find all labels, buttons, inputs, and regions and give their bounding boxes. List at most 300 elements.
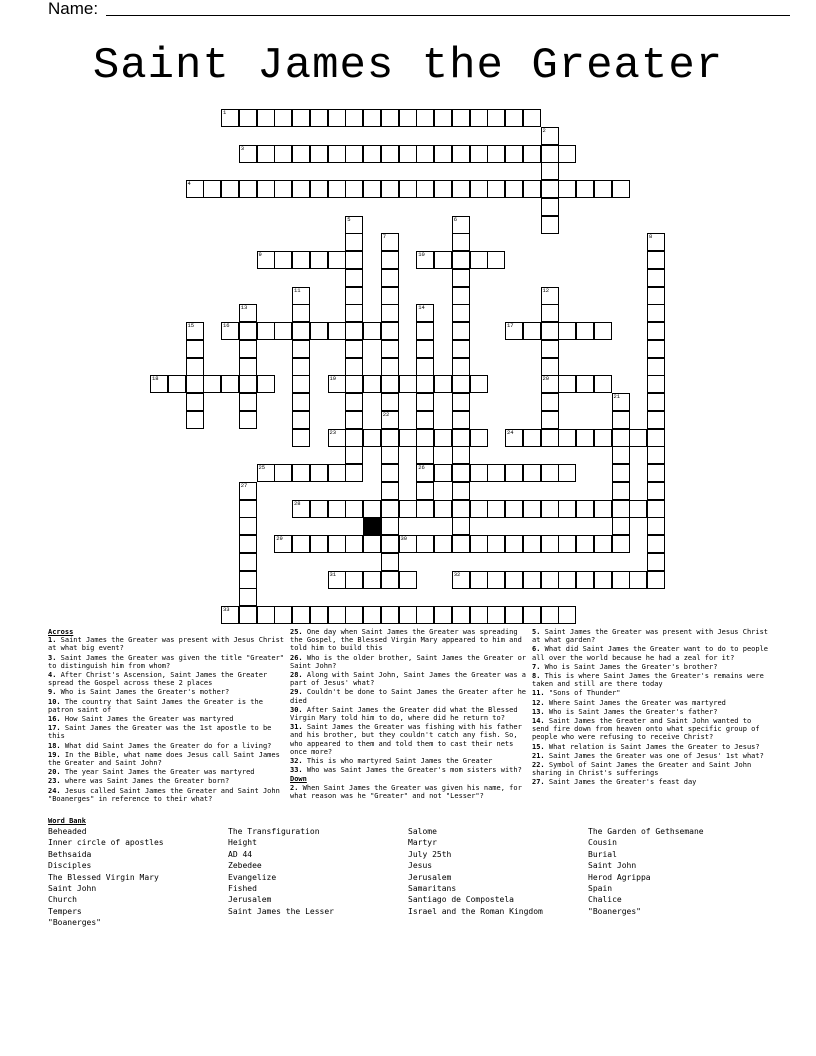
crossword-cell[interactable] [647,429,665,447]
crossword-cell[interactable] [434,429,452,447]
crossword-cell[interactable] [470,535,488,553]
crossword-cell[interactable] [363,429,381,447]
crossword-cell[interactable] [239,553,257,571]
crossword-cell[interactable] [274,251,292,269]
crossword-cell[interactable] [416,145,434,163]
crossword-cell[interactable] [292,109,310,127]
crossword-cell[interactable] [328,145,346,163]
crossword-cell[interactable] [470,180,488,198]
crossword-cell[interactable] [416,606,434,624]
crossword-cell[interactable] [345,411,363,429]
crossword-cell[interactable] [345,233,363,251]
crossword-cell[interactable] [292,358,310,376]
crossword-cell[interactable] [345,304,363,322]
crossword-cell[interactable] [434,606,452,624]
crossword-cell[interactable] [452,251,470,269]
crossword-cell[interactable] [363,180,381,198]
crossword-cell[interactable] [558,429,576,447]
crossword-cell[interactable] [505,464,523,482]
crossword-cell[interactable] [310,535,328,553]
crossword-cell[interactable] [328,500,346,518]
crossword-cell[interactable] [257,375,275,393]
crossword-cell[interactable] [310,180,328,198]
crossword-cell[interactable] [363,606,381,624]
crossword-cell[interactable] [274,606,292,624]
crossword-cell[interactable] [381,553,399,571]
crossword-cell[interactable] [541,340,559,358]
crossword-cell[interactable] [434,500,452,518]
crossword-cell[interactable] [612,429,630,447]
crossword-cell[interactable] [452,340,470,358]
crossword-cell[interactable] [328,180,346,198]
crossword-cell[interactable] [452,375,470,393]
crossword-cell[interactable] [416,393,434,411]
crossword-cell[interactable] [345,446,363,464]
crossword-cell[interactable] [239,358,257,376]
crossword-cell[interactable] [345,358,363,376]
crossword-cell[interactable] [363,145,381,163]
crossword-cell[interactable] [345,500,363,518]
clue-text: Saint James the Greater and Saint John wanted to send fire down from heaven onto what specific group of people who were refusing to receive Christ? [532,717,760,742]
crossword-cell[interactable] [381,393,399,411]
crossword-cell[interactable] [505,535,523,553]
crossword-cell[interactable] [541,162,559,180]
crossword-cell[interactable] [576,500,594,518]
crossword-cell[interactable] [647,553,665,571]
crossword-cell[interactable] [647,375,665,393]
crossword-cell[interactable] [434,464,452,482]
crossword-cell[interactable] [541,411,559,429]
crossword-cell[interactable] [381,429,399,447]
crossword-cell[interactable] [239,322,257,340]
crossword-cell[interactable] [523,180,541,198]
crossword-cell[interactable] [647,517,665,535]
crossword-cell[interactable] [399,180,417,198]
crossword-cell[interactable] [434,180,452,198]
crossword-cell[interactable] [452,464,470,482]
crossword-cell[interactable] [452,322,470,340]
crossword-cell[interactable] [629,571,647,589]
crossword-cell[interactable] [541,358,559,376]
crossword-cell[interactable] [310,464,328,482]
crossword-cell[interactable] [381,109,399,127]
crossword-cell[interactable] [363,109,381,127]
crossword-cell[interactable] [541,429,559,447]
crossword-cell[interactable] [647,393,665,411]
crossword-cell[interactable] [399,500,417,518]
crossword-cell[interactable] [381,251,399,269]
crossword-cell[interactable] [612,446,630,464]
crossword-cell[interactable] [576,322,594,340]
crossword-cell[interactable] [647,269,665,287]
crossword-cell[interactable] [487,251,505,269]
crossword-cell[interactable] [576,429,594,447]
crossword-cell[interactable] [487,180,505,198]
crossword-cell[interactable] [558,180,576,198]
crossword-cell[interactable] [505,145,523,163]
crossword-cell[interactable] [186,340,204,358]
crossword-cell[interactable] [381,517,399,535]
crossword-cell[interactable] [292,145,310,163]
crossword-cell[interactable] [328,606,346,624]
crossword-cell[interactable] [274,180,292,198]
crossword-cell[interactable] [257,109,275,127]
crossword-cell[interactable] [434,251,452,269]
crossword-cell[interactable] [399,606,417,624]
crossword-cell[interactable] [186,358,204,376]
crossword-cell[interactable] [257,322,275,340]
crossword-cell[interactable] [345,535,363,553]
crossword-cell[interactable] [257,606,275,624]
crossword-cell[interactable] [328,535,346,553]
crossword-cell[interactable] [310,606,328,624]
crossword-cell[interactable] [452,180,470,198]
crossword-cell[interactable] [239,411,257,429]
crossword-cell[interactable] [239,393,257,411]
crossword-cell[interactable] [310,145,328,163]
crossword-cell[interactable] [292,411,310,429]
crossword-cell[interactable] [612,180,630,198]
crossword-cell[interactable] [612,571,630,589]
crossword-cell[interactable] [523,571,541,589]
crossword-cell[interactable] [647,411,665,429]
crossword-cell[interactable] [647,464,665,482]
crossword-cell[interactable] [647,287,665,305]
crossword-cell[interactable] [647,482,665,500]
crossword-cell[interactable] [541,198,559,216]
crossword-cell[interactable] [452,606,470,624]
crossword-cell[interactable] [239,180,257,198]
crossword-cell[interactable] [612,464,630,482]
crossword-cell[interactable] [381,340,399,358]
cell-number: 33 [223,606,230,613]
crossword-cell[interactable] [310,251,328,269]
crossword-cell[interactable] [381,322,399,340]
crossword-cell[interactable] [292,180,310,198]
crossword-cell[interactable] [328,251,346,269]
crossword-cell[interactable] [470,109,488,127]
crossword-cell[interactable] [310,500,328,518]
crossword-cell[interactable] [292,304,310,322]
crossword-cell[interactable] [274,109,292,127]
crossword-cell[interactable] [452,287,470,305]
crossword-cell[interactable] [558,500,576,518]
crossword-cell[interactable] [310,322,328,340]
crossword-cell[interactable] [612,517,630,535]
crossword-cell[interactable] [612,535,630,553]
crossword-cell[interactable] [523,500,541,518]
cell-number: 23 [329,428,337,436]
crossword-cell[interactable] [541,606,559,624]
crossword-cell[interactable] [310,109,328,127]
crossword-cell[interactable] [239,500,257,518]
crossword-cell[interactable] [416,500,434,518]
crossword-cell[interactable] [328,322,346,340]
word-bank [48,816,768,928]
crossword-cell[interactable] [434,535,452,553]
crossword-cell[interactable] [292,375,310,393]
crossword-cell[interactable] [416,411,434,429]
crossword-cell[interactable] [345,393,363,411]
crossword-cell[interactable] [416,482,434,500]
crossword-cell[interactable] [452,269,470,287]
crossword-cell[interactable] [541,393,559,411]
crossword-cell[interactable] [345,269,363,287]
crossword-cell[interactable] [416,358,434,376]
crossword-cell[interactable] [576,180,594,198]
crossword-cell[interactable] [363,322,381,340]
word-bank-entry: Saint John [588,861,637,871]
crossword-cell[interactable] [274,322,292,340]
crossword-cell[interactable] [416,322,434,340]
crossword-cell[interactable] [203,375,221,393]
crossword-cell[interactable] [345,287,363,305]
crossword-cell[interactable] [186,411,204,429]
crossword-cell[interactable] [239,109,257,127]
crossword-cell[interactable] [487,571,505,589]
crossword-cell[interactable] [558,464,576,482]
crossword-cell[interactable] [399,109,417,127]
crossword-cell[interactable] [505,500,523,518]
crossword-cell[interactable] [558,322,576,340]
crossword-cell[interactable] [541,145,559,163]
crossword-cell[interactable] [381,145,399,163]
crossword-cell[interactable] [594,429,612,447]
crossword-cell[interactable] [399,571,417,589]
crossword-cell[interactable] [168,375,186,393]
crossword-cell[interactable] [345,322,363,340]
crossword-cell[interactable] [612,482,630,500]
crossword-cell[interactable] [594,180,612,198]
crossword-cell[interactable] [345,571,363,589]
crossword-cell[interactable] [257,145,275,163]
crossword-cell[interactable] [505,606,523,624]
crossword-cell[interactable] [647,571,665,589]
crossword-cell[interactable] [363,500,381,518]
crossword-cell[interactable] [612,500,630,518]
crossword-cell[interactable] [523,606,541,624]
crossword-cell[interactable] [416,535,434,553]
crossword-cell[interactable] [505,571,523,589]
crossword-cell[interactable] [541,216,559,234]
crossword-cell[interactable] [470,606,488,624]
crossword-cell[interactable] [345,145,363,163]
crossword-cell[interactable] [594,500,612,518]
crossword-cell[interactable] [345,375,363,393]
crossword-cell[interactable] [470,500,488,518]
crossword-cell[interactable] [186,393,204,411]
crossword-cell[interactable] [594,571,612,589]
crossword-cell[interactable] [541,535,559,553]
crossword-cell[interactable] [239,606,257,624]
crossword-cell[interactable] [381,375,399,393]
crossword-cell[interactable] [381,180,399,198]
crossword-cell[interactable] [541,500,559,518]
crossword-cell[interactable] [558,571,576,589]
crossword-cell[interactable] [274,145,292,163]
crossword-cell[interactable] [647,358,665,376]
crossword-cell[interactable] [416,180,434,198]
crossword-cell[interactable] [416,109,434,127]
crossword-cell[interactable] [239,375,257,393]
crossword-cell[interactable] [221,375,239,393]
crossword-cell[interactable] [292,251,310,269]
crossword-cell[interactable] [345,251,363,269]
crossword-cell[interactable] [487,606,505,624]
clue-number: 21. [532,751,545,760]
crossword-cell[interactable] [487,145,505,163]
crossword-cell[interactable] [434,109,452,127]
crossword-cell[interactable] [629,500,647,518]
crossword-cell[interactable] [345,429,363,447]
crossword-cell[interactable] [452,429,470,447]
crossword-cell[interactable] [239,571,257,589]
crossword-cell[interactable] [345,109,363,127]
crossword-cell[interactable] [274,464,292,482]
crossword-cell[interactable] [292,464,310,482]
crossword-cell[interactable] [381,358,399,376]
crossword-cell[interactable] [558,145,576,163]
crossword-cell[interactable] [452,500,470,518]
crossword-cell[interactable] [381,606,399,624]
crossword-cell[interactable] [239,535,257,553]
crossword-cell[interactable] [452,535,470,553]
crossword-cell[interactable] [452,145,470,163]
crossword-cell[interactable] [470,145,488,163]
crossword-cell[interactable] [523,145,541,163]
crossword-cell[interactable] [452,393,470,411]
crossword-cell[interactable] [470,429,488,447]
crossword-cell[interactable] [452,411,470,429]
crossword-cell[interactable] [487,535,505,553]
crossword-cell[interactable] [381,287,399,305]
crossword-cell[interactable] [345,180,363,198]
crossword-cell[interactable] [416,429,434,447]
crossword-cell[interactable] [416,340,434,358]
crossword-cell[interactable] [203,180,221,198]
crossword-cell[interactable] [470,375,488,393]
crossword-cell[interactable] [381,571,399,589]
crossword-cell[interactable] [452,446,470,464]
crossword-cell[interactable] [363,375,381,393]
crossword-cell[interactable] [381,304,399,322]
crossword-cell[interactable] [452,304,470,322]
crossword-cell[interactable] [541,322,559,340]
crossword-cell[interactable] [523,464,541,482]
crossword-cell[interactable] [523,322,541,340]
crossword-cell[interactable] [399,429,417,447]
crossword-cell[interactable] [239,517,257,535]
crossword-cell[interactable] [470,251,488,269]
crossword-cell[interactable] [292,340,310,358]
crossword-cell[interactable] [186,375,204,393]
crossword-cell[interactable] [629,429,647,447]
crossword-cell[interactable] [470,464,488,482]
crossword-cell[interactable] [363,535,381,553]
crossword-cell[interactable] [558,535,576,553]
crossword-cell[interactable] [292,429,310,447]
crossword-cell[interactable] [452,109,470,127]
crossword-cell[interactable] [292,535,310,553]
crossword-cell[interactable] [292,322,310,340]
crossword-cell[interactable] [292,393,310,411]
crossword-cell[interactable] [221,180,239,198]
crossword-cell[interactable] [647,322,665,340]
crossword-cell[interactable] [487,464,505,482]
crossword-cell[interactable] [647,500,665,518]
crossword-cell[interactable] [612,411,630,429]
crossword-cell[interactable] [558,606,576,624]
crossword-cell[interactable] [594,535,612,553]
crossword-cell[interactable] [594,375,612,393]
cell-number: 16 [223,322,230,329]
crossword-cell[interactable] [647,535,665,553]
crossword-cell[interactable] [381,500,399,518]
crossword-cell[interactable] [523,109,541,127]
crossword-cell[interactable] [381,446,399,464]
crossword-cell[interactable] [381,535,399,553]
crossword-cell[interactable] [541,571,559,589]
crossword-cell[interactable] [345,340,363,358]
crossword-cell[interactable] [541,304,559,322]
crossword-cell[interactable] [416,446,434,464]
crossword-cell[interactable] [381,464,399,482]
crossword-cell[interactable] [487,109,505,127]
crossword-cell[interactable] [541,464,559,482]
crossword-cell[interactable] [328,109,346,127]
crossword-cell[interactable] [399,375,417,393]
crossword-cell[interactable] [647,446,665,464]
clue-text: "Sons of Thunder" [544,689,621,698]
crossword-cell[interactable] [328,464,346,482]
crossword-cell[interactable] [434,375,452,393]
crossword-cell[interactable] [239,340,257,358]
crossword-cell[interactable] [576,375,594,393]
crossword-cell[interactable] [541,180,559,198]
word-bank-entry: Zebedee [228,861,262,871]
crossword-cell[interactable] [452,233,470,251]
crossword-cell[interactable] [292,606,310,624]
crossword-cell[interactable] [505,109,523,127]
crossword-cell[interactable] [257,180,275,198]
crossword-cell[interactable] [452,358,470,376]
crossword-cell[interactable] [399,145,417,163]
crossword-cell[interactable] [452,517,470,535]
crossword-cell[interactable] [381,269,399,287]
crossword-cell[interactable] [523,535,541,553]
crossword-cell[interactable] [647,251,665,269]
crossword-cell[interactable] [381,482,399,500]
crossword-cell[interactable] [452,482,470,500]
crossword-cell[interactable] [647,340,665,358]
crossword-cell[interactable] [345,464,363,482]
crossword-cell[interactable] [558,375,576,393]
crossword-cell[interactable] [239,588,257,606]
crossword-cell[interactable] [416,375,434,393]
crossword-cell[interactable] [487,500,505,518]
crossword-cell[interactable] [647,304,665,322]
word-bank-entry: Martyr [408,838,437,848]
crossword-cell[interactable] [470,571,488,589]
crossword-cell[interactable] [345,606,363,624]
crossword-cell[interactable] [523,429,541,447]
crossword-cell[interactable] [434,145,452,163]
crossword-cell[interactable] [576,571,594,589]
crossword-cell[interactable] [594,322,612,340]
crossword-cell[interactable] [505,180,523,198]
crossword-cell[interactable] [363,571,381,589]
crossword-cell[interactable] [576,535,594,553]
